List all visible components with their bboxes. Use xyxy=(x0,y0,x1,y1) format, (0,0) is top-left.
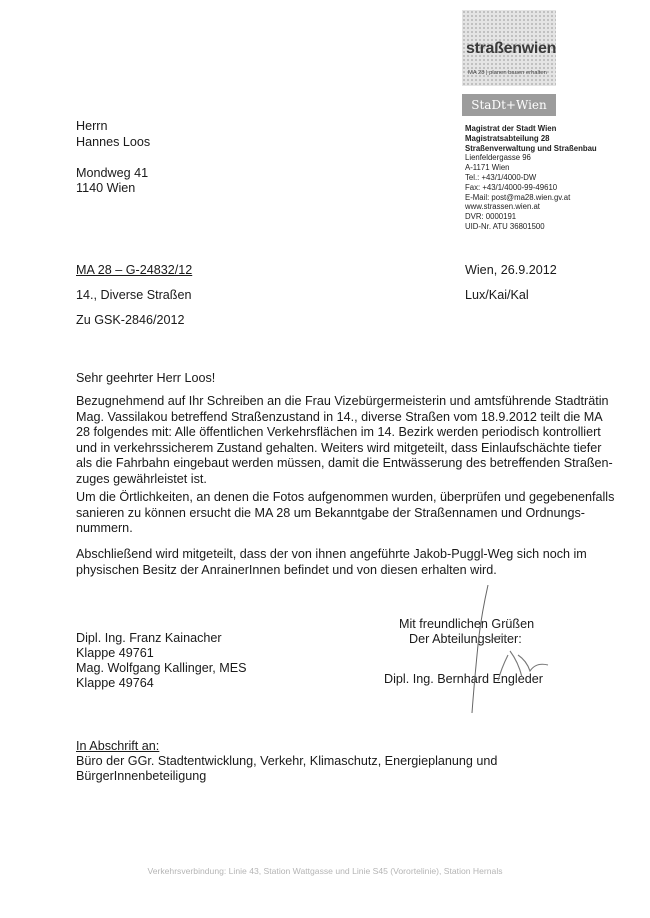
sender-fax: Fax: +43/1/4000-99-49610 xyxy=(465,182,558,192)
stadt-wien-logo: StaDt+Wien xyxy=(462,94,556,116)
paragraph-line: sanieren zu können ersucht die MA 28 um Bekanntgabe der Straßennamen und Ordnungs- xyxy=(76,505,585,520)
sender-city: A-1171 Wien xyxy=(465,163,510,173)
paragraph-3 xyxy=(76,547,596,578)
paragraph-line: und in verkehrssicherem Zustand gehalten. Weiters wird mitgeteilt, dass Einlaufschächte tiefer xyxy=(76,440,602,455)
sender-dvr: DVR: 0000191 xyxy=(465,212,517,222)
handwritten-signature xyxy=(470,585,570,715)
paragraph-line: Bezugnehmend auf Ihr Schreiben an die Frau Vizebürgermeisterin und amtsführende Stadträtin xyxy=(76,394,609,408)
paragraph-line: als die Fahrbahn eingebaut werden müssen, damit die Entwässerung des betreffenden Straßen- xyxy=(76,456,613,471)
place-date: Wien, 26.9.2012 xyxy=(465,263,557,277)
reference-subject: 14., Diverse Straßen xyxy=(76,288,192,302)
contact-name-2: Mag. Wolfgang Kallinger, MES xyxy=(76,661,247,675)
logo-tagline: MA 28 | planen bauen erhalten xyxy=(468,70,547,76)
contact-phone-2: Klappe 49764 xyxy=(76,676,154,690)
copy-line-1: Büro der GGr. Stadtentwicklung, Verkehr, Klimaschutz, Energieplanung und xyxy=(76,754,498,768)
sender-web: www.strassen.wien.at xyxy=(465,202,540,212)
signatory-name: Dipl. Ing. Bernhard Engleder xyxy=(384,672,543,686)
sender-street: Lienfeldergasse 96 xyxy=(465,153,531,163)
paragraph-line: physischen Besitz der AnrainerInnen befindet und von diesen erhalten wird. xyxy=(76,562,497,577)
footer-transport-info: Verkehrsverbindung: Linie 43, Station Wattgasse und Linie S45 (Vorortelinie), Station Hernals xyxy=(147,866,503,876)
contact-name-1: Dipl. Ing. Franz Kainacher xyxy=(76,631,222,645)
recipient-salutation: Herrn xyxy=(76,119,108,133)
reference-initials: Lux/Kai/Kal xyxy=(465,288,529,302)
closing-regards: Mit freundlichen Grüßen xyxy=(399,617,535,631)
copy-line-2: BürgerInnenbeteiligung xyxy=(76,769,207,783)
reference-related: Zu GSK-2846/2012 xyxy=(76,313,185,327)
sender-tel: Tel.: +43/1/4000-DW xyxy=(465,172,537,182)
paragraph-line: 28 folgendes mit: Alle öffentlichen Verkehrsflächen im 14. Bezirk werden periodisch kontrolliert xyxy=(76,425,601,440)
paragraph-1 xyxy=(76,394,613,488)
paragraph-line: Mag. Vassilakou betreffend Straßenzustand in 14., diverse Straßen vom 18.9.2012 teilt die MA xyxy=(76,409,603,424)
recipient-street: Mondweg 41 xyxy=(76,166,149,180)
sender-line-3: Straßenverwaltung und Straßenbau xyxy=(465,143,597,153)
closing-role: Der Abteilungsleiter: xyxy=(409,632,522,646)
sender-uid: UID-Nr. ATU 36801500 xyxy=(465,221,545,231)
strassenwien-logo: straßenwien xyxy=(466,40,557,57)
sender-line-2: Magistratsabteilung 28 xyxy=(465,133,550,143)
sender-line-1: Magistrat der Stadt Wien xyxy=(465,124,557,133)
paragraph-line: Abschließend wird mitgeteilt, dass der von ihnen angeführte Jakob-Puggl-Weg sich noch im xyxy=(76,547,587,561)
sender-address-block xyxy=(465,124,597,232)
contact-phone-1: Klappe 49761 xyxy=(76,646,154,660)
paragraph-2 xyxy=(76,490,615,537)
greeting: Sehr geehrter Herr Loos! xyxy=(76,371,216,385)
recipient-city: 1140 Wien xyxy=(76,181,136,195)
reference-number: MA 28 – G-24832/12 xyxy=(76,263,193,277)
sender-email: E-Mail: post@ma28.wien.gv.at xyxy=(465,192,571,202)
paragraph-line: zuges gewährleistet ist. xyxy=(76,471,207,486)
paragraph-line: nummern. xyxy=(76,521,133,536)
paragraph-line: Um die Örtlichkeiten, an denen die Fotos aufgenommen wurden, überprüfen und gegebenenfalls xyxy=(76,490,615,504)
copy-heading: In Abschrift an: xyxy=(76,739,160,753)
recipient-name: Hannes Loos xyxy=(76,135,151,149)
